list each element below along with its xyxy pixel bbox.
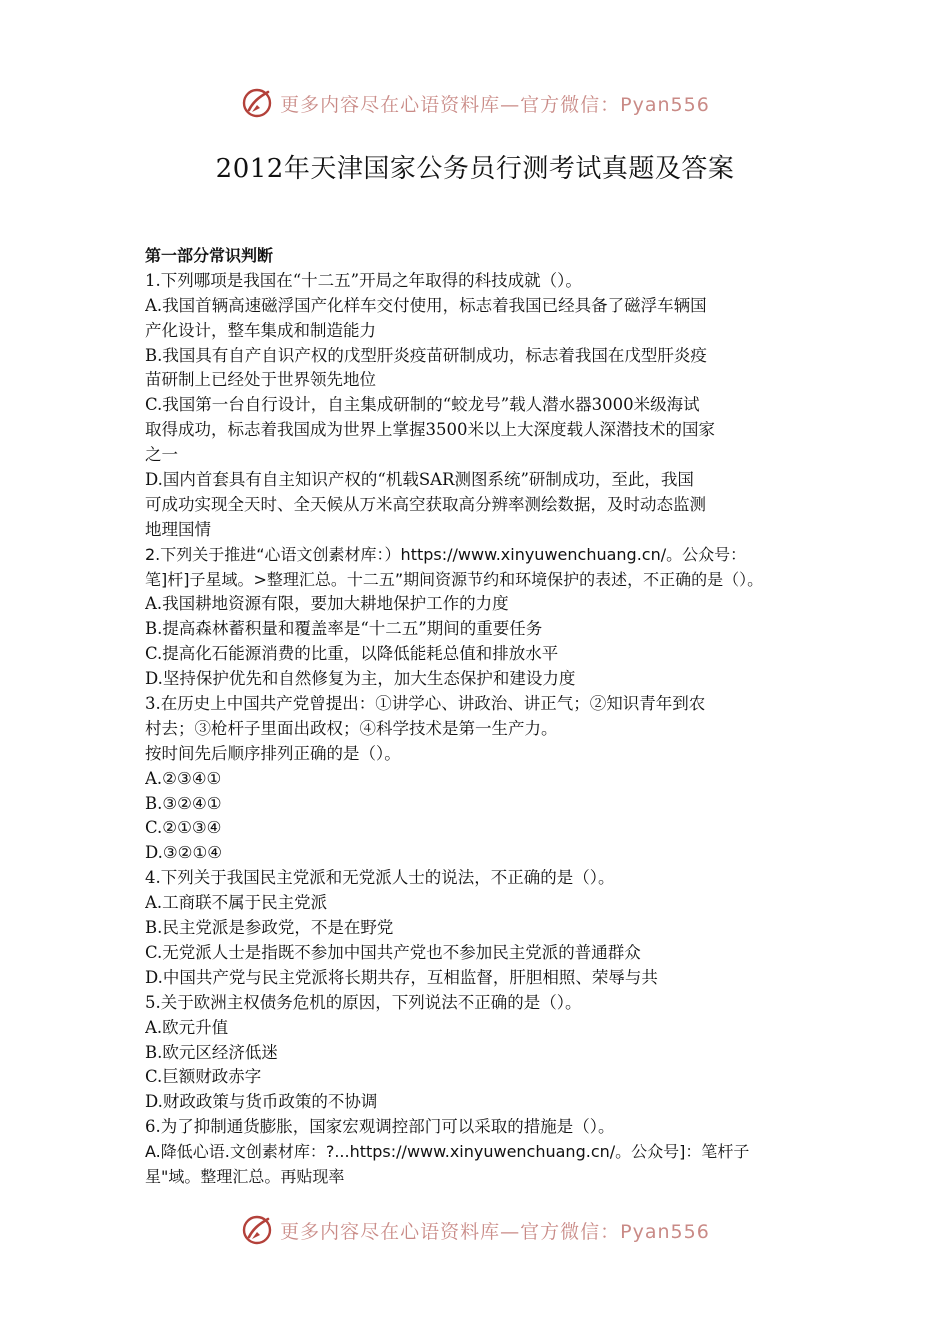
text-line: 4.下列关于我国民主党派和无党派人士的说法，不正确的是（）。 bbox=[145, 868, 615, 888]
text-line: A.欧元升值 bbox=[145, 1017, 229, 1037]
text-line: A.降低心语.文创素材库：?...https://www.xinyuwenchuang.cn/。公众号]：笔杆子 bbox=[145, 1142, 750, 1162]
text-line: 之一 bbox=[145, 445, 178, 465]
banner-text: 更多内容尽在心语资料库—官方微信：Pyan556 bbox=[280, 93, 710, 116]
text-line: D.国内首套具有自主知识产权的“机载SAR测图系统”研制成功，至此，我国 bbox=[145, 470, 694, 490]
text-line: 苗研制上已经处于世界领先地位 bbox=[145, 370, 376, 390]
text-line: 2.下列关于推进“心语文创素材库：）https://www.xinyuwenchuang.cn/。公众号： bbox=[145, 544, 747, 564]
header-watermark-banner bbox=[0, 83, 950, 123]
text-line: 取得成功，标志着我国成为世界上掌握3500米以上大深度载人深潜技术的国家 bbox=[145, 420, 715, 440]
text-line: 3.在历史上中国共产党曾提出：①讲学心、讲政治、讲正气；②知识青年到农 bbox=[145, 694, 706, 714]
text-line: 1.下列哪项是我国在“十二五”开局之年取得的科技成就（）。 bbox=[145, 270, 582, 290]
text-line: D.财政政策与货币政策的不协调 bbox=[145, 1092, 378, 1112]
text-line: C.我国第一台自行设计，自主集成研制的“蛟龙号”载人潜水器3000米级海试 bbox=[145, 395, 700, 415]
text-line: 村去；③枪杆子里面出政权；④科学技术是第一生产力。 bbox=[145, 718, 558, 738]
text-line: A.我国首辆高速磁浮国产化样车交付使用，标志着我国已经具备了磁浮车辆国 bbox=[145, 295, 707, 315]
footer-watermark-banner bbox=[0, 1210, 950, 1250]
text-line: 5.关于欧洲主权债务危机的原因，下列说法不正确的是（）。 bbox=[145, 992, 582, 1012]
text-line: C.提高化石能源消费的比重，以降低能耗总值和排放水平 bbox=[145, 644, 559, 664]
banner-text: 更多内容尽在心语资料库—官方微信：Pyan556 bbox=[280, 1220, 710, 1243]
text-line: D.中国共产党与民主党派将长期共存，互相监督，肝胆相照、荣辱与共 bbox=[145, 967, 658, 987]
text-line: A.我国耕地资源有限，要加大耕地保护工作的力度 bbox=[145, 594, 509, 614]
text-line: B.民主党派是参政党，不是在野党 bbox=[145, 918, 394, 938]
text-line: C.②①③④ bbox=[145, 818, 222, 838]
text-line: 可成功实现全天时、全天候从万米高空获取高分辨率测绘数据，及时动态监测 bbox=[145, 494, 706, 514]
text-line: D.坚持保护优先和自然修复为主，加大生态保护和建设力度 bbox=[145, 669, 576, 689]
text-line: A.②③④① bbox=[145, 768, 222, 788]
text-line: 地理国情 bbox=[145, 519, 211, 539]
document-body bbox=[145, 244, 810, 1190]
text-line: 笔]杆]子星域。>整理汇总。十二五”期间资源节约和环境保护的表述，不正确的是（）。 bbox=[145, 569, 764, 589]
wechat-id: Pyan556 bbox=[620, 93, 710, 116]
text-line: C.无党派人士是指既不参加中国共产党也不参加民主党派的普通群众 bbox=[145, 942, 641, 962]
text-line: B.③②④① bbox=[145, 793, 222, 813]
text-line: B.提高森林蓄积量和覆盖率是“十二五”期间的重要任务 bbox=[145, 619, 543, 639]
pen-logo-icon bbox=[240, 1213, 274, 1247]
wechat-id: Pyan556 bbox=[620, 1220, 710, 1243]
text-line: 6.为了抑制通货膨胀，国家宏观调控部门可以采取的措施是（）。 bbox=[145, 1117, 615, 1137]
text-line: B.我国具有自产自识产权的戊型肝炎疫苗研制成功，标志着我国在戊型肝炎疫 bbox=[145, 345, 707, 365]
text-line: D.③②①④ bbox=[145, 843, 223, 863]
text-line: C.巨额财政赤字 bbox=[145, 1067, 262, 1087]
text-line: B.欧元区经济低迷 bbox=[145, 1042, 278, 1062]
text-line: 产化设计，整车集成和制造能力 bbox=[145, 320, 376, 340]
document-title: 2012年天津国家公务员行测考试真题及答案 bbox=[215, 154, 735, 184]
text-line: 按时间先后顺序排列正确的是（）。 bbox=[145, 743, 401, 763]
section-heading: 第一部分常识判断 bbox=[145, 246, 274, 265]
text-line: 星"域。整理汇总。再贴现率 bbox=[145, 1166, 345, 1186]
text-line: A.工商联不属于民主党派 bbox=[145, 893, 328, 913]
pen-logo-icon bbox=[240, 86, 274, 120]
